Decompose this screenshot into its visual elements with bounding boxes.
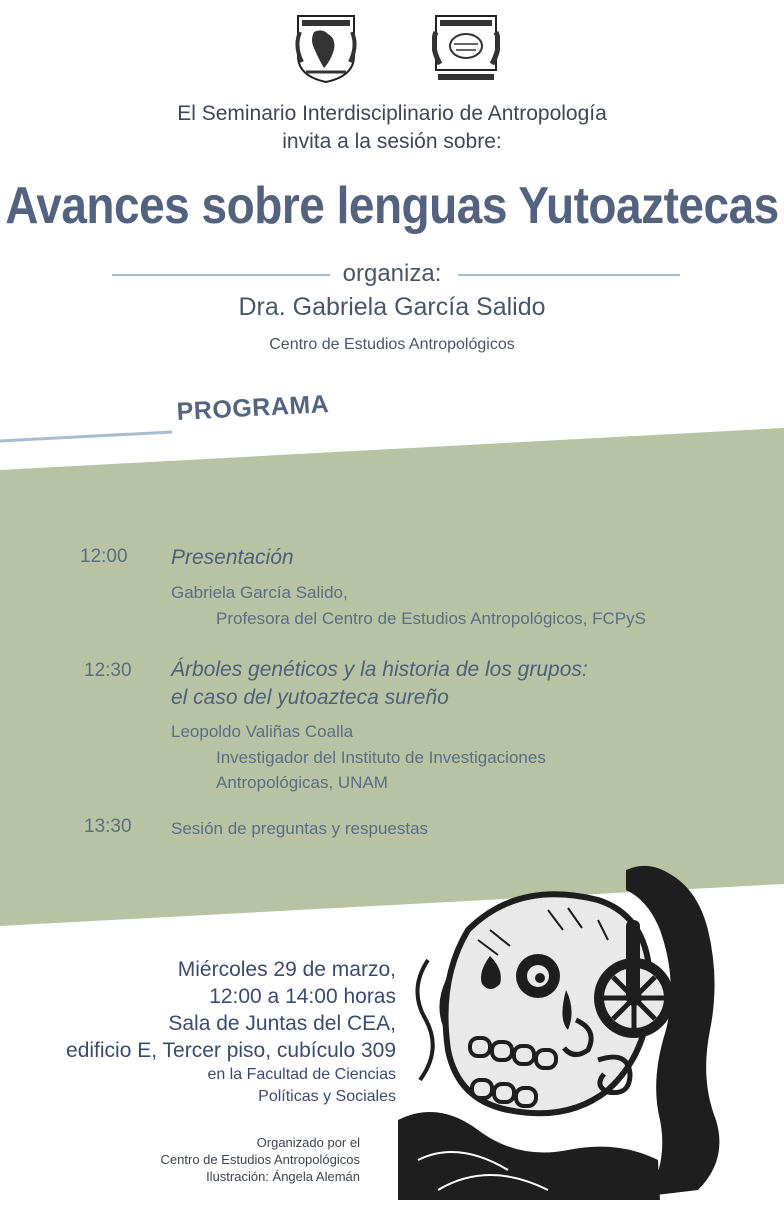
item-title-line-2: el caso del yutoazteca sureño xyxy=(171,686,449,709)
ffyl-shield-icon xyxy=(432,10,500,84)
event-details xyxy=(66,956,396,1108)
organizer-name: Dra. Gabriela García Salido xyxy=(238,293,546,321)
skull-woodcut-icon xyxy=(398,860,748,1200)
intro-line-1: El Seminario Interdisciplinario de Antropología xyxy=(177,102,607,125)
organiza-label: organiza: xyxy=(0,260,784,288)
item-affiliation-line-2: Antropológicas, UNAM xyxy=(216,773,388,792)
credits-line-2: Centro de Estudios Antropológicos xyxy=(160,1152,360,1167)
intro-text xyxy=(0,100,784,156)
organizer-institution: Centro de Estudios Antropológicos xyxy=(269,336,515,353)
item-affiliation: Profesora del Centro de Estudios Antropológicos, FCPyS xyxy=(216,609,646,628)
credits xyxy=(161,1134,360,1185)
event-date: Miércoles 29 de marzo, xyxy=(177,958,396,981)
program-heading: PROGRAMA xyxy=(176,390,330,426)
credits-line-1: Organizado por el xyxy=(256,1135,360,1150)
credits-line-3: Ilustración: Ángela Alemán xyxy=(206,1169,360,1184)
item-affiliation-line-1: Investigador del Instituto de Investigaciones xyxy=(216,748,546,767)
event-room: Sala de Juntas del CEA, xyxy=(168,1012,396,1035)
item-time: 12:00 xyxy=(80,546,128,567)
item-speaker: Leopoldo Valiñas Coalla xyxy=(171,722,354,741)
intro-line-2: invita a la sesión sobre: xyxy=(282,130,502,153)
item-text: Sesión de preguntas y respuestas xyxy=(171,819,429,838)
item-time: 12:30 xyxy=(84,660,132,681)
item-speaker: Gabriela García Salido, xyxy=(171,583,348,602)
unam-shield-icon xyxy=(292,10,360,84)
event-faculty-2: Políticas y Sociales xyxy=(258,1088,396,1105)
item-title-line-1: Árboles genéticos y la historia de los grupos: xyxy=(171,658,588,681)
item-title: Presentación xyxy=(171,546,294,569)
event-hours: 12:00 a 14:00 horas xyxy=(209,985,396,1008)
page-title: Avances sobre lenguas Yutoaztecas xyxy=(5,176,779,235)
event-faculty-1: en la Facultad de Ciencias xyxy=(207,1066,396,1083)
event-building: edificio E, Tercer piso, cubículo 309 xyxy=(66,1039,396,1062)
item-time: 13:30 xyxy=(84,816,132,837)
